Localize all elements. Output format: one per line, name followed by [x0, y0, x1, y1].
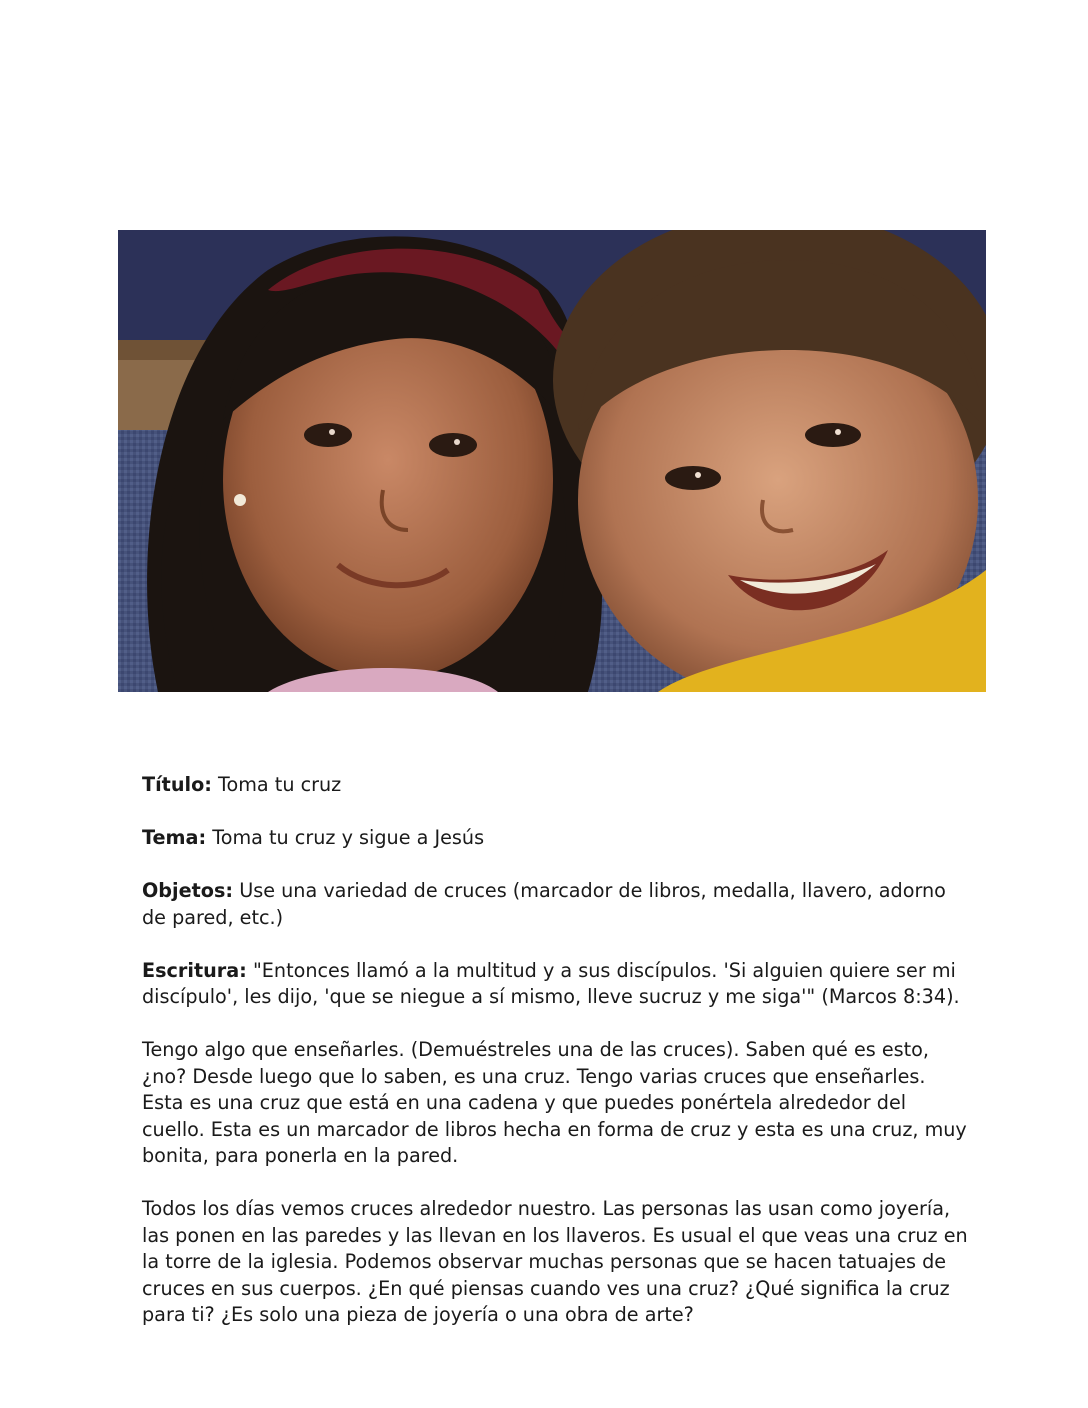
escritura-label: Escritura:	[142, 958, 247, 982]
tema-label: Tema:	[142, 826, 207, 849]
escritura-value: "Entonces llamó a la multitud y a sus discípulos. 'Si alguien quiere ser mi discípulo', les dijo, 'que se niegue a sí mismo, lleve sucruz y me siga'" (Marcos 8:34).	[142, 958, 960, 1008]
titulo-value: Toma tu cruz	[218, 773, 342, 796]
tema-line	[142, 825, 972, 852]
body-paragraph-1: Tengo algo que enseñarles. (Demuéstreles una de las cruces). Saben qué es esto, ¿no? Desde luego que lo saben, es una cruz. Tengo varias cruces que enseñarles. Esta es una cruz que está en una cadena y que puedes ponértela alrededor del cuello. Esta es un marcador de libros hecha en forma de cruz y esta es una cruz, muy bonita, para ponerla en la pared.	[142, 1038, 967, 1167]
titulo-line	[142, 772, 972, 799]
objetos-line	[142, 878, 972, 931]
children-photo	[118, 230, 986, 692]
titulo-label: Título:	[142, 773, 212, 796]
tema-value: Toma tu cruz y sigue a Jesús	[212, 826, 485, 849]
escritura-line	[142, 958, 972, 1011]
document-body	[142, 772, 972, 1355]
objetos-label: Objetos:	[142, 879, 234, 902]
objetos-value: Use una variedad de cruces (marcador de libros, medalla, llavero, adorno de pared, etc.)	[142, 879, 946, 929]
body-paragraph-2: Todos los días vemos cruces alrededor nuestro. Las personas las usan como joyería, las ponen en las paredes y las llevan en los llaveros. Es usual el que veas una cruz en la torre de la iglesia. Podemos observar muchas personas que se hacen tatuajes de cruces en sus cuerpos. ¿En qué piensas cuando ves una cruz? ¿Qué significa la cruz para ti? ¿Es solo una pieza de joyería o una obra de arte?	[142, 1197, 968, 1326]
